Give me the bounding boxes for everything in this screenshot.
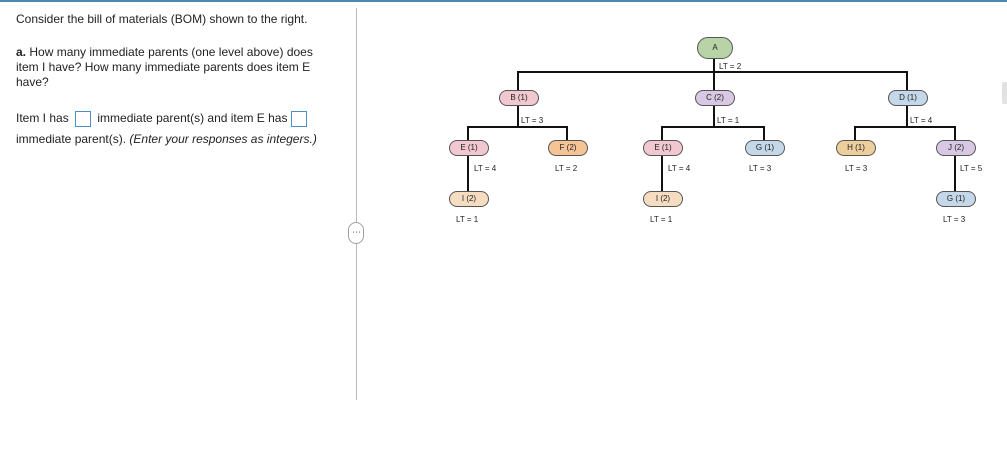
connector-line bbox=[854, 126, 856, 140]
connector-line bbox=[467, 156, 469, 191]
lead-time-j: LT = 5 bbox=[960, 164, 983, 173]
connector-line bbox=[713, 106, 715, 127]
lead-time-g: LT = 3 bbox=[749, 164, 772, 173]
lead-time-e: LT = 4 bbox=[474, 164, 497, 173]
lead-time-i: LT = 1 bbox=[650, 215, 673, 224]
connector-line bbox=[517, 106, 519, 127]
bom-node-a: A bbox=[697, 37, 733, 59]
part-text: How many immediate parents (one level above) does item I have? How many immediate parents does item E have? bbox=[16, 45, 313, 89]
bom-node-b: B (1) bbox=[499, 90, 539, 106]
connector-line bbox=[517, 71, 519, 90]
bom-node-c: C (2) bbox=[695, 90, 735, 106]
connector-line bbox=[906, 106, 908, 127]
bom-node-i: I (2) bbox=[643, 191, 683, 207]
bom-node-e: E (1) bbox=[643, 140, 683, 156]
lead-time-c: LT = 1 bbox=[717, 116, 740, 125]
part-label: a. bbox=[16, 45, 27, 59]
pane-resize-handle[interactable]: ⋯ bbox=[348, 222, 364, 244]
lead-time-f: LT = 2 bbox=[555, 164, 578, 173]
lead-time-d: LT = 4 bbox=[910, 116, 933, 125]
connector-line bbox=[713, 58, 715, 72]
connector-line bbox=[467, 126, 469, 140]
connector-line bbox=[954, 156, 956, 191]
question-intro: Consider the bill of materials (BOM) shown to the right. bbox=[16, 12, 308, 26]
connector-line bbox=[713, 71, 715, 90]
connector-line bbox=[661, 126, 765, 128]
answer-note: (Enter your responses as integers.) bbox=[129, 132, 317, 146]
bom-node-f: F (2) bbox=[548, 140, 588, 156]
answer-text-after: immediate parent(s). bbox=[16, 132, 127, 146]
lead-time-g: LT = 3 bbox=[943, 215, 966, 224]
lead-time-h: LT = 3 bbox=[845, 164, 868, 173]
connector-line bbox=[906, 71, 908, 90]
connector-line bbox=[467, 126, 568, 128]
bom-node-d: D (1) bbox=[888, 90, 928, 106]
connector-line bbox=[661, 156, 663, 191]
bom-node-e: E (1) bbox=[449, 140, 489, 156]
answer-text-middle: immediate parent(s) and item E has bbox=[97, 111, 288, 125]
lead-time-e: LT = 4 bbox=[668, 164, 691, 173]
connector-line bbox=[954, 126, 956, 140]
bom-node-j: J (2) bbox=[936, 140, 976, 156]
lead-time-a: LT = 2 bbox=[719, 62, 742, 71]
bom-node-g: G (1) bbox=[745, 140, 785, 156]
bom-node-g: G (1) bbox=[936, 191, 976, 207]
connector-line bbox=[854, 126, 956, 128]
connector-line bbox=[763, 126, 765, 140]
connector-line bbox=[566, 126, 568, 140]
connector-line bbox=[661, 126, 663, 140]
bom-node-h: H (1) bbox=[836, 140, 876, 156]
lead-time-b: LT = 3 bbox=[521, 116, 544, 125]
bom-node-i: I (2) bbox=[449, 191, 489, 207]
answer-text-before: Item I has bbox=[16, 111, 69, 125]
lead-time-i: LT = 1 bbox=[456, 215, 479, 224]
